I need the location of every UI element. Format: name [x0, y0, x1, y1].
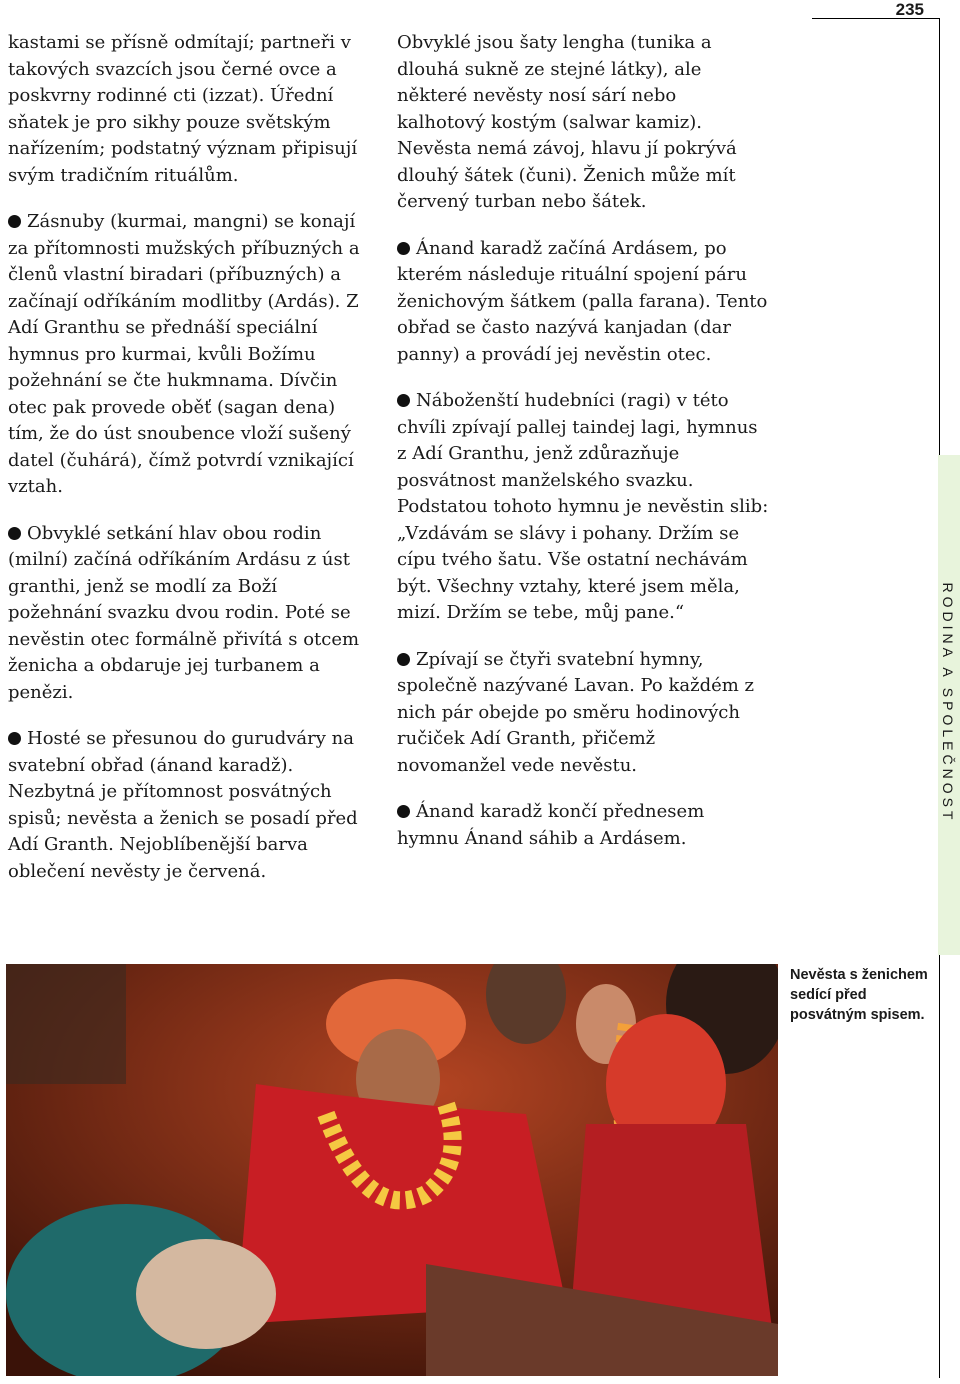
page-number: 235 — [895, 0, 924, 19]
bullet-paragraph — [397, 647, 769, 780]
bullet-paragraph — [397, 236, 769, 369]
paragraph-text: Hosté se přesunou do gurudváry na svatební obřad (ánand karadž). Nezbytná je přítomnost posvátných spisů; nevěsta a ženich se posadí před Adí Granth. Nejoblíbenější barva oblečení nevěsty je červená. — [8, 728, 358, 882]
section-side-tab-label: RODINA A SPOLEČNOST — [940, 582, 956, 824]
right-column — [397, 30, 769, 872]
section-side-tab — [938, 455, 960, 955]
paragraph-text: Ánand karadž končí přednesem hymnu Ánand sáhib a Ardásem. — [397, 801, 705, 849]
bullet-paragraph — [8, 521, 374, 707]
bullet-paragraph — [397, 388, 769, 627]
bullet-paragraph — [397, 799, 769, 852]
header-rule — [812, 18, 940, 19]
bullet-dot-icon — [397, 242, 410, 255]
paragraph-text: Obvyklé jsou šaty lengha (tunika a dlouhá sukně ze stejné látky), ale některé nevěsty nosí sárí nebo kalhotový kostým (salwar kamiz). Nevěsta nemá závoj, hlavu jí pokrývá dlouhý šátek (čuni). Ženich může mít červený turban nebo šátek. — [397, 32, 737, 212]
paragraph-text: kastami se přísně odmítají; partneři v takových svazcích jsou černé ovce a poskvrny rodinné cti (izzat). Úřední sňatek je pro sikhy pouze světským nařízením; podstatný význam připisují svým tradičním rituálům. — [8, 32, 358, 186]
paragraph-text: Ánand karadž začíná Ardásem, po kterém následuje rituální spojení páru ženichovým šátkem (palla farana). Tento obřad se často nazývá kanjadan (dar panny) a provádí jej nevěstin otec. — [397, 237, 768, 365]
bullet-dot-icon — [397, 394, 410, 407]
bullet-dot-icon — [397, 805, 410, 818]
paragraph — [8, 30, 374, 189]
bullet-dot-icon — [397, 653, 410, 666]
bullet-dot-icon — [8, 732, 21, 745]
paragraph-text: Zásnuby (kurmai, mangni) se konají za přítomnosti mužských příbuzných a členů vlastní biradari (příbuzných) a začínají odříkáním modlitby (Ardás). Z Adí Granthu se přednáší speciální hymnus pro kurmai, kvůli Božímu požehnání se čte hukmnama. Dívčin otec pak provede oběť (sagan dena) tím, že do úst snoubence vloží sušený datel (čuhárá), čímž potvrdí vznikající vztah. — [8, 211, 360, 497]
paragraph-text: Náboženští hudebníci (ragi) v této chvíli zpívají pallej taindej lagi, hymnus z Adí Granthu, jenž zdůrazňuje posvátnost manželského svazku. Podstatou tohoto hymnu je nevěstin slib: „Vzdávám se slávy i pohany. Držím se cípu tvého šatu. Vše ostatní nechávám být. Všechny vztahy, které jsem měla, mizí. Držím se tebe, můj pane.“ — [397, 390, 769, 623]
bullet-dot-icon — [8, 527, 21, 540]
paragraph-text: Zpívají se čtyři svatební hymny, společně nazývané Lavan. Po každém z nich pár obejde po směru hodinových ručiček Adí Granth, přičemž novomanžel vede nevěstu. — [397, 648, 755, 776]
bullet-paragraph — [8, 726, 374, 885]
bullet-dot-icon — [8, 215, 21, 228]
paragraph-text: Obvyklé setkání hlav obou rodin (milní) začíná odříkáním Ardásu z úst granthi, jenž se modlí za Boží požehnání svazku dvou rodin. Poté se nevěstin otec formálně přivítá s otcem ženicha a obdaruje jej turbanem a penězi. — [8, 522, 360, 703]
bullet-paragraph — [8, 209, 374, 501]
left-column — [8, 30, 374, 905]
wedding-photo — [6, 964, 778, 1376]
photo-caption: Nevěsta s ženichem sedící před posvátným spisem. — [790, 967, 928, 1023]
paragraph — [397, 30, 769, 216]
